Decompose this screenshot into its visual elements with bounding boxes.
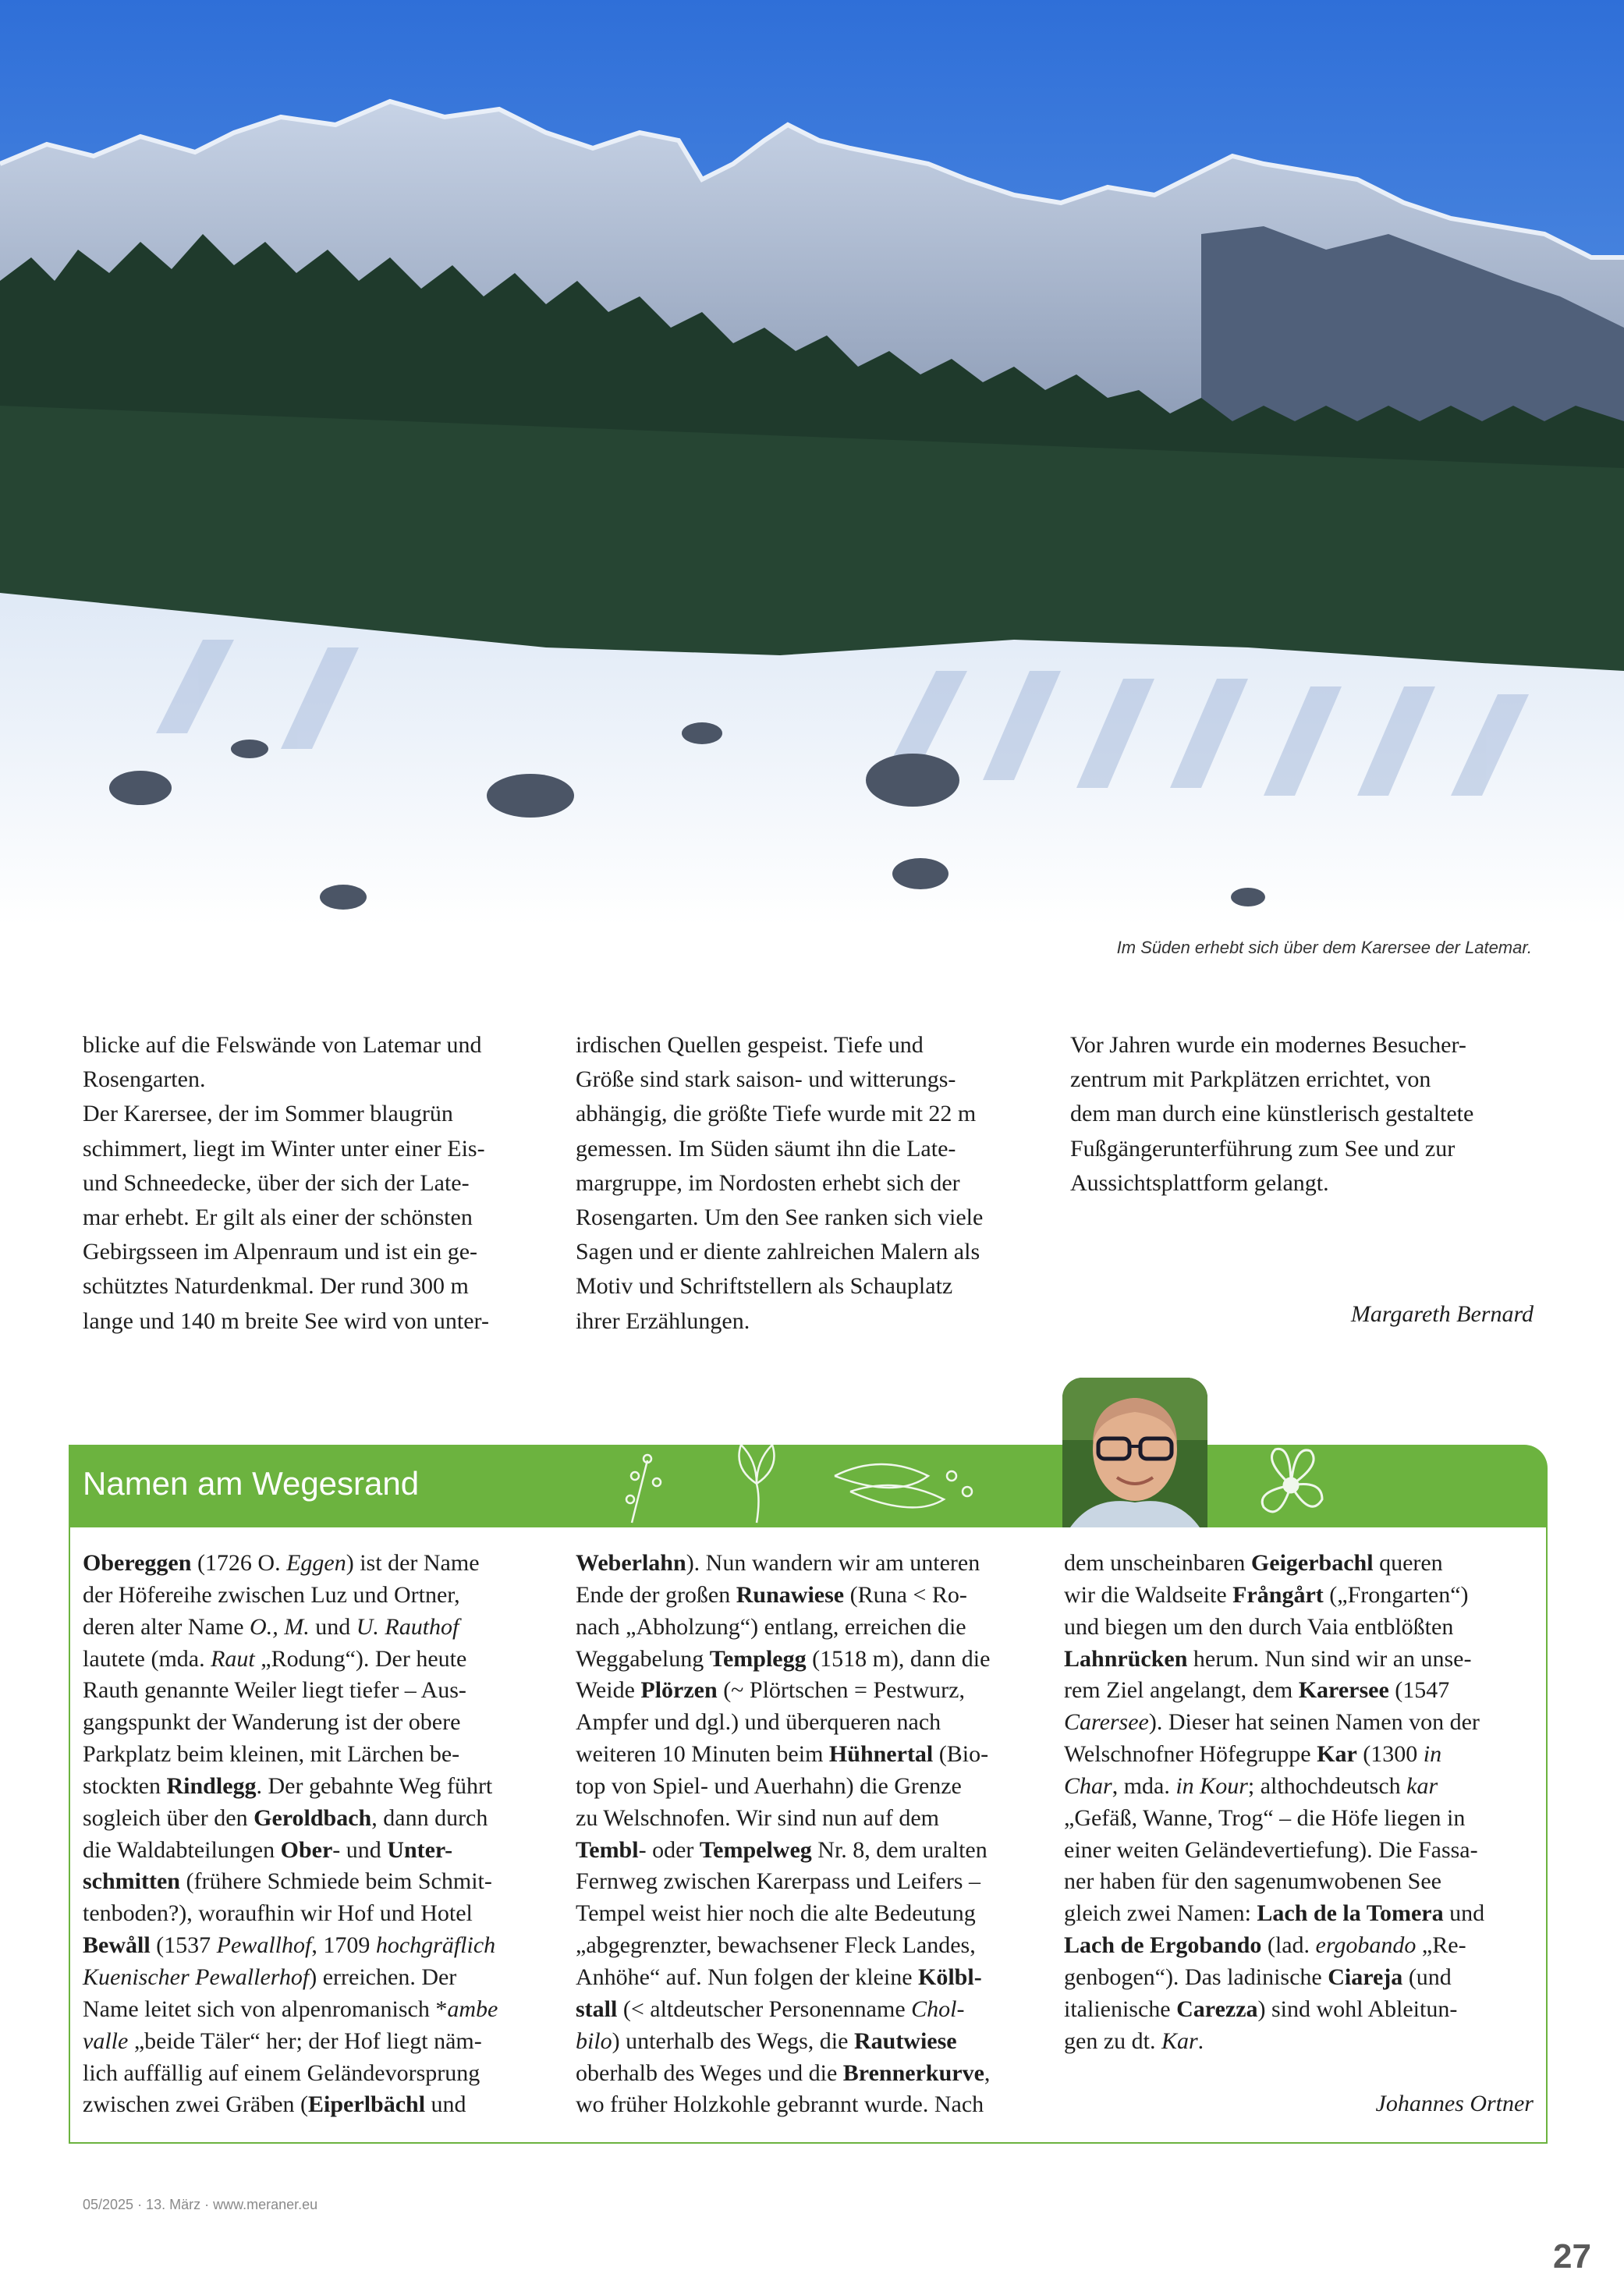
text-line: lange und 140 m breite See wird von unter-	[83, 1307, 489, 1334]
text-line	[83, 2089, 498, 2121]
text-line: schütztes Naturdenkmal. Der rund 300 m	[83, 1273, 469, 1300]
historic-name: bilo	[576, 2027, 612, 2054]
text-line: Sagen und er diente zahlreichen Malern als	[576, 1239, 980, 1265]
text-run: und biegen um den durch Vaia entblößten	[1064, 1613, 1454, 1640]
text-line	[576, 1930, 990, 1962]
text-run: ) erreichen. Der	[309, 1964, 457, 1990]
text-run: Welschnofner Höfegruppe	[1064, 1741, 1317, 1768]
text-run: weiteren 10 Minuten beim	[576, 1741, 829, 1768]
text-line	[83, 1898, 498, 1930]
text-line	[83, 1644, 498, 1676]
place-name: Kar	[1317, 1741, 1357, 1768]
place-name: Karersee	[1298, 1677, 1389, 1704]
text-line: Rosengarten. Um den See ranken sich viele	[576, 1204, 984, 1230]
box-title: Namen am Wegesrand	[83, 1465, 420, 1502]
text-run: Parkplatz beim kleinen, mit Lärchen be-	[83, 1741, 460, 1768]
text-line	[83, 1866, 498, 1898]
text-line	[576, 1771, 990, 1803]
hero-photo	[0, 0, 1624, 925]
place-name: Bewåll	[83, 1932, 151, 1959]
text-line	[83, 2058, 498, 2090]
text-run: (1537	[150, 1932, 217, 1959]
text-line	[1064, 1930, 1484, 1962]
text-run: „Rodung“). Der heute	[254, 1645, 467, 1672]
text-run: ; althochdeutsch	[1247, 1772, 1407, 1799]
place-name: Eiperlbächl	[308, 2091, 426, 2118]
text-line: dem man durch eine künstlerisch gestaltete	[1070, 1101, 1474, 1127]
text-line	[83, 1675, 498, 1707]
text-line	[576, 1835, 990, 1867]
text-run: gleich zwei Namen:	[1064, 1900, 1257, 1927]
place-name: Rindlegg	[166, 1772, 257, 1799]
historic-name: valle	[83, 2027, 129, 2054]
text-line	[83, 1612, 498, 1644]
historic-name: Chol-	[911, 1995, 965, 2022]
text-run: Fernweg zwischen Karerpass und Leifers –	[576, 1868, 980, 1895]
text-run: zu Welschnofen. Wir sind nun auf dem	[576, 1804, 939, 1831]
text-run: „Re-	[1416, 1932, 1466, 1959]
text-line	[1064, 1771, 1484, 1803]
historic-name: kar	[1406, 1772, 1438, 1799]
text-run: .	[1197, 2027, 1204, 2054]
historic-name: Kuenischer Pewallerhof	[83, 1964, 310, 1990]
text-run: (1300	[1356, 1741, 1424, 1768]
historic-name: in Kour	[1175, 1772, 1248, 1799]
historic-name: U. Rauthof	[356, 1613, 459, 1640]
place-name: Kölbl-	[918, 1964, 982, 1990]
text-line	[83, 1930, 498, 1962]
text-run: ,	[984, 2059, 991, 2086]
text-line: schimmert, liegt im Winter unter einer Eis-	[83, 1135, 485, 1162]
flower-ornament-icon	[601, 1445, 1069, 1527]
text-run: Weide	[576, 1677, 641, 1704]
text-run: und	[309, 1613, 356, 1640]
text-line	[83, 1739, 498, 1771]
text-run: tenboden?), woraufhin wir Hof und Hotel	[83, 1900, 473, 1927]
place-name: stall	[576, 1995, 618, 2022]
historic-name: Eggen	[286, 1550, 346, 1576]
place-name: Hühnertal	[828, 1741, 934, 1768]
text-run: queren	[1373, 1550, 1443, 1576]
historic-name: hochgräflich	[375, 1932, 496, 1959]
historic-name: Carersee	[1064, 1709, 1149, 1736]
text-line: margruppe, im Nordosten erhebt sich der	[576, 1169, 960, 1196]
text-line	[1064, 1580, 1484, 1612]
historic-name: Pewallhof	[216, 1932, 312, 1959]
text-line	[83, 1771, 498, 1803]
photo-caption: Im Süden erhebt sich über dem Karersee der Latemar.	[1116, 938, 1532, 957]
page-footer: 05/2025 · 13. März · www.meraner.eu	[83, 2197, 318, 2212]
text-run: Name leitet sich von alpenromanisch *	[83, 1995, 448, 2022]
text-line: Der Karersee, der im Sommer blaugrün	[83, 1101, 453, 1127]
text-run: , 1709	[311, 1932, 376, 1959]
article-author: Margareth Bernard	[1350, 1301, 1534, 1327]
historic-name: Raut	[211, 1645, 255, 1672]
text-run: ner haben für den sagenumwobenen See	[1064, 1868, 1441, 1895]
text-run: Weggabelung	[576, 1645, 710, 1672]
text-run: herum. Nun sind wir an unse-	[1187, 1645, 1472, 1672]
text-line: Gebirgsseen im Alpenraum und ist ein ge-	[83, 1239, 478, 1265]
article-column-3	[1070, 1028, 1473, 1201]
text-run: der Höfereihe zwischen Luz und Ortner,	[83, 1581, 460, 1608]
text-run: ). Dieser hat seinen Namen von der	[1148, 1709, 1480, 1736]
text-line	[576, 2089, 990, 2121]
place-name: Lach de la Tomera	[1257, 1900, 1444, 1927]
place-name: Ober	[280, 1836, 333, 1863]
text-line	[576, 1580, 990, 1612]
text-run: , dann durch	[371, 1804, 488, 1831]
text-line: Aussichtsplattform gelangt.	[1070, 1169, 1329, 1196]
box-column-3	[1064, 1548, 1484, 2058]
place-name: Frångårt	[1232, 1581, 1324, 1608]
text-run: (1547	[1388, 1677, 1450, 1704]
text-run: top von Spiel- und Auerhahn) die Grenze	[576, 1772, 962, 1799]
box-column-2	[576, 1548, 990, 2121]
text-run: sogleich über den	[83, 1804, 254, 1831]
mountain-lake-photo	[0, 0, 1624, 925]
text-run: - und	[332, 1836, 388, 1863]
text-run: (~ Plörtschen = Pestwurz,	[717, 1677, 965, 1704]
place-name: Tembl	[576, 1836, 639, 1863]
text-line	[83, 1803, 498, 1835]
text-run: Anhöhe“ auf. Nun folgen der kleine	[576, 1964, 919, 1990]
place-name: Carezza	[1176, 1995, 1258, 2022]
author-portrait	[1062, 1378, 1207, 1527]
text-run: Rauth genannte Weiler liegt tiefer – Aus-	[83, 1677, 466, 1704]
text-run: (Bio-	[933, 1741, 989, 1768]
text-line	[576, 1803, 990, 1835]
text-line	[576, 1612, 990, 1644]
place-name: Tempelweg	[699, 1836, 812, 1863]
text-run: (1518 m), dann die	[806, 1645, 991, 1672]
text-run: gen zu dt.	[1064, 2027, 1161, 2054]
text-line	[576, 1548, 990, 1580]
text-run: (1726 O.	[191, 1550, 287, 1576]
text-line	[1064, 1835, 1484, 1867]
text-run: ) unterhalb des Wegs, die	[612, 2027, 854, 2054]
text-run: gangspunkt der Wanderung ist der obere	[83, 1709, 461, 1736]
text-run: deren alter Name	[83, 1613, 250, 1640]
place-name: Templegg	[709, 1645, 807, 1672]
poppy-flower-icon	[1248, 1445, 1334, 1527]
text-line	[576, 1866, 990, 1898]
text-run: (< altdeutscher Personenname	[617, 1995, 912, 2022]
text-line: zentrum mit Parkplätzen errichtet, von	[1070, 1066, 1431, 1093]
text-run: dem unscheinbaren	[1064, 1550, 1251, 1576]
place-name: Obereggen	[83, 1550, 192, 1576]
text-run: - oder	[638, 1836, 700, 1863]
place-name: Geroldbach	[254, 1804, 372, 1831]
text-line: Fußgängerunterführung zum See und zur	[1070, 1135, 1456, 1162]
page-number: 27	[1553, 2237, 1591, 2276]
text-run: stockten	[83, 1772, 167, 1799]
text-line	[83, 1707, 498, 1739]
text-line	[1064, 1994, 1484, 2026]
text-run: („Frongarten“)	[1323, 1581, 1469, 1608]
text-run: Tempel weist hier noch die alte Bedeutung	[576, 1900, 976, 1927]
text-line	[83, 2026, 498, 2058]
text-run: nach „Abholzung“) entlang, erreichen die	[576, 1613, 966, 1640]
text-line	[576, 1707, 990, 1739]
text-line	[1064, 1898, 1484, 1930]
place-name: Rautwiese	[853, 2027, 957, 2054]
text-line	[576, 2058, 990, 2090]
text-line	[1064, 1675, 1484, 1707]
place-name: schmitten	[83, 1868, 180, 1895]
text-line	[1064, 1962, 1484, 1994]
text-line	[83, 1548, 498, 1580]
text-run: (lad.	[1261, 1932, 1316, 1959]
text-line	[576, 1675, 990, 1707]
historic-name: Char	[1064, 1772, 1112, 1799]
historic-name: O., M.	[250, 1613, 310, 1640]
article-column-2	[576, 1028, 983, 1339]
historic-name: in	[1423, 1741, 1442, 1768]
text-run: die Waldabteilungen	[83, 1836, 281, 1863]
text-run: genbogen“). Das ladinische	[1064, 1964, 1328, 1990]
text-run: „Gefäß, Wanne, Trog“ – die Höfe liegen in	[1064, 1804, 1466, 1831]
text-line	[576, 1644, 990, 1676]
text-line: Rosengarten.	[83, 1066, 206, 1093]
text-run: lautete (mda.	[83, 1645, 211, 1672]
text-line: blicke auf die Felswände von Latemar und	[83, 1032, 482, 1058]
place-name: Brennerkurve	[842, 2059, 984, 2086]
text-run: ) ist der Name	[346, 1550, 480, 1576]
text-run: ) sind wohl Ableitun-	[1257, 1995, 1458, 2022]
historic-name: ergobando	[1315, 1932, 1417, 1959]
text-run: (und	[1402, 1964, 1452, 1990]
place-name: Weberlahn	[576, 1550, 686, 1576]
text-run: „abgegrenzter, bewachsener Fleck Landes,	[576, 1932, 976, 1959]
text-line	[83, 1835, 498, 1867]
text-line: abhängig, die größte Tiefe wurde mit 22 m	[576, 1101, 977, 1127]
place-name: Geigerbachl	[1250, 1550, 1374, 1576]
text-run: und	[425, 2091, 466, 2118]
text-run: Nr. 8, dem uralten	[811, 1836, 988, 1863]
text-line	[576, 1994, 990, 2026]
text-line: Vor Jahren wurde ein modernes Besucher-	[1070, 1032, 1466, 1058]
text-run: rem Ziel angelangt, dem	[1064, 1677, 1299, 1704]
text-line: irdischen Quellen gespeist. Tiefe und	[576, 1032, 924, 1058]
place-name: Lahnrücken	[1064, 1645, 1188, 1672]
text-run: wir die Waldseite	[1064, 1581, 1233, 1608]
article-column-1	[83, 1028, 489, 1339]
text-run: italienische	[1064, 1995, 1177, 2022]
text-line	[1064, 1612, 1484, 1644]
text-line	[83, 1962, 498, 1994]
text-run: oberhalb des Weges und die	[576, 2059, 843, 2086]
text-line	[576, 1898, 990, 1930]
text-run: Ende der großen	[576, 1581, 736, 1608]
text-line: Größe sind stark saison- und witterungs-	[576, 1066, 956, 1093]
historic-name: Kar	[1161, 2027, 1198, 2054]
text-run: Ampfer und dgl.) und überqueren nach	[576, 1709, 941, 1736]
text-line	[1064, 1866, 1484, 1898]
text-line	[1064, 1803, 1484, 1835]
text-run: lich auffällig auf einem Geländevorsprung	[83, 2059, 480, 2086]
text-run: zwischen zwei Gräben (	[83, 2091, 309, 2118]
text-line: Motiv und Schriftstellern als Schauplatz	[576, 1273, 953, 1300]
text-run: wo früher Holzkohle gebrannt wurde. Nach	[576, 2091, 984, 2118]
place-name: Runawiese	[736, 1581, 845, 1608]
text-line	[1064, 1548, 1484, 1580]
box-column-1	[83, 1548, 498, 2121]
text-line	[83, 1580, 498, 1612]
text-line	[83, 1994, 498, 2026]
historic-name: ambe	[447, 1995, 498, 2022]
text-run: . Der gebahnte Weg führt	[256, 1772, 493, 1799]
text-line: ihrer Erzählungen.	[576, 1307, 750, 1334]
place-name: Unter-	[387, 1836, 453, 1863]
text-line	[1064, 1644, 1484, 1676]
text-line	[576, 1962, 990, 1994]
box-author: Johannes Ortner	[1375, 2091, 1534, 2116]
text-line: mar erhebt. Er gilt als einer der schönsten	[83, 1204, 473, 1230]
text-line: und Schneedecke, über der sich der Late-	[83, 1169, 470, 1196]
text-run: , mda.	[1112, 1772, 1176, 1799]
text-line	[1064, 1707, 1484, 1739]
text-run: (Runa < Ro-	[844, 1581, 967, 1608]
text-run: ). Nun wandern wir am unteren	[686, 1550, 980, 1576]
text-run: (frühere Schmiede beim Schmit-	[179, 1868, 492, 1895]
place-name: Ciareja	[1328, 1964, 1403, 1990]
text-line	[1064, 1739, 1484, 1771]
text-run: und	[1443, 1900, 1485, 1927]
text-run: einer weiten Geländevertiefung). Die Fassa-	[1064, 1836, 1478, 1863]
place-name: Plörzen	[640, 1677, 718, 1704]
text-line	[576, 1739, 990, 1771]
text-line	[576, 2026, 990, 2058]
text-line: gemessen. Im Süden säumt ihn die Late-	[576, 1135, 956, 1162]
text-run: „beide Täler“ her; der Hof liegt näm-	[128, 2027, 482, 2054]
text-line	[1064, 2026, 1484, 2058]
place-name: Lach de Ergobando	[1064, 1932, 1262, 1959]
